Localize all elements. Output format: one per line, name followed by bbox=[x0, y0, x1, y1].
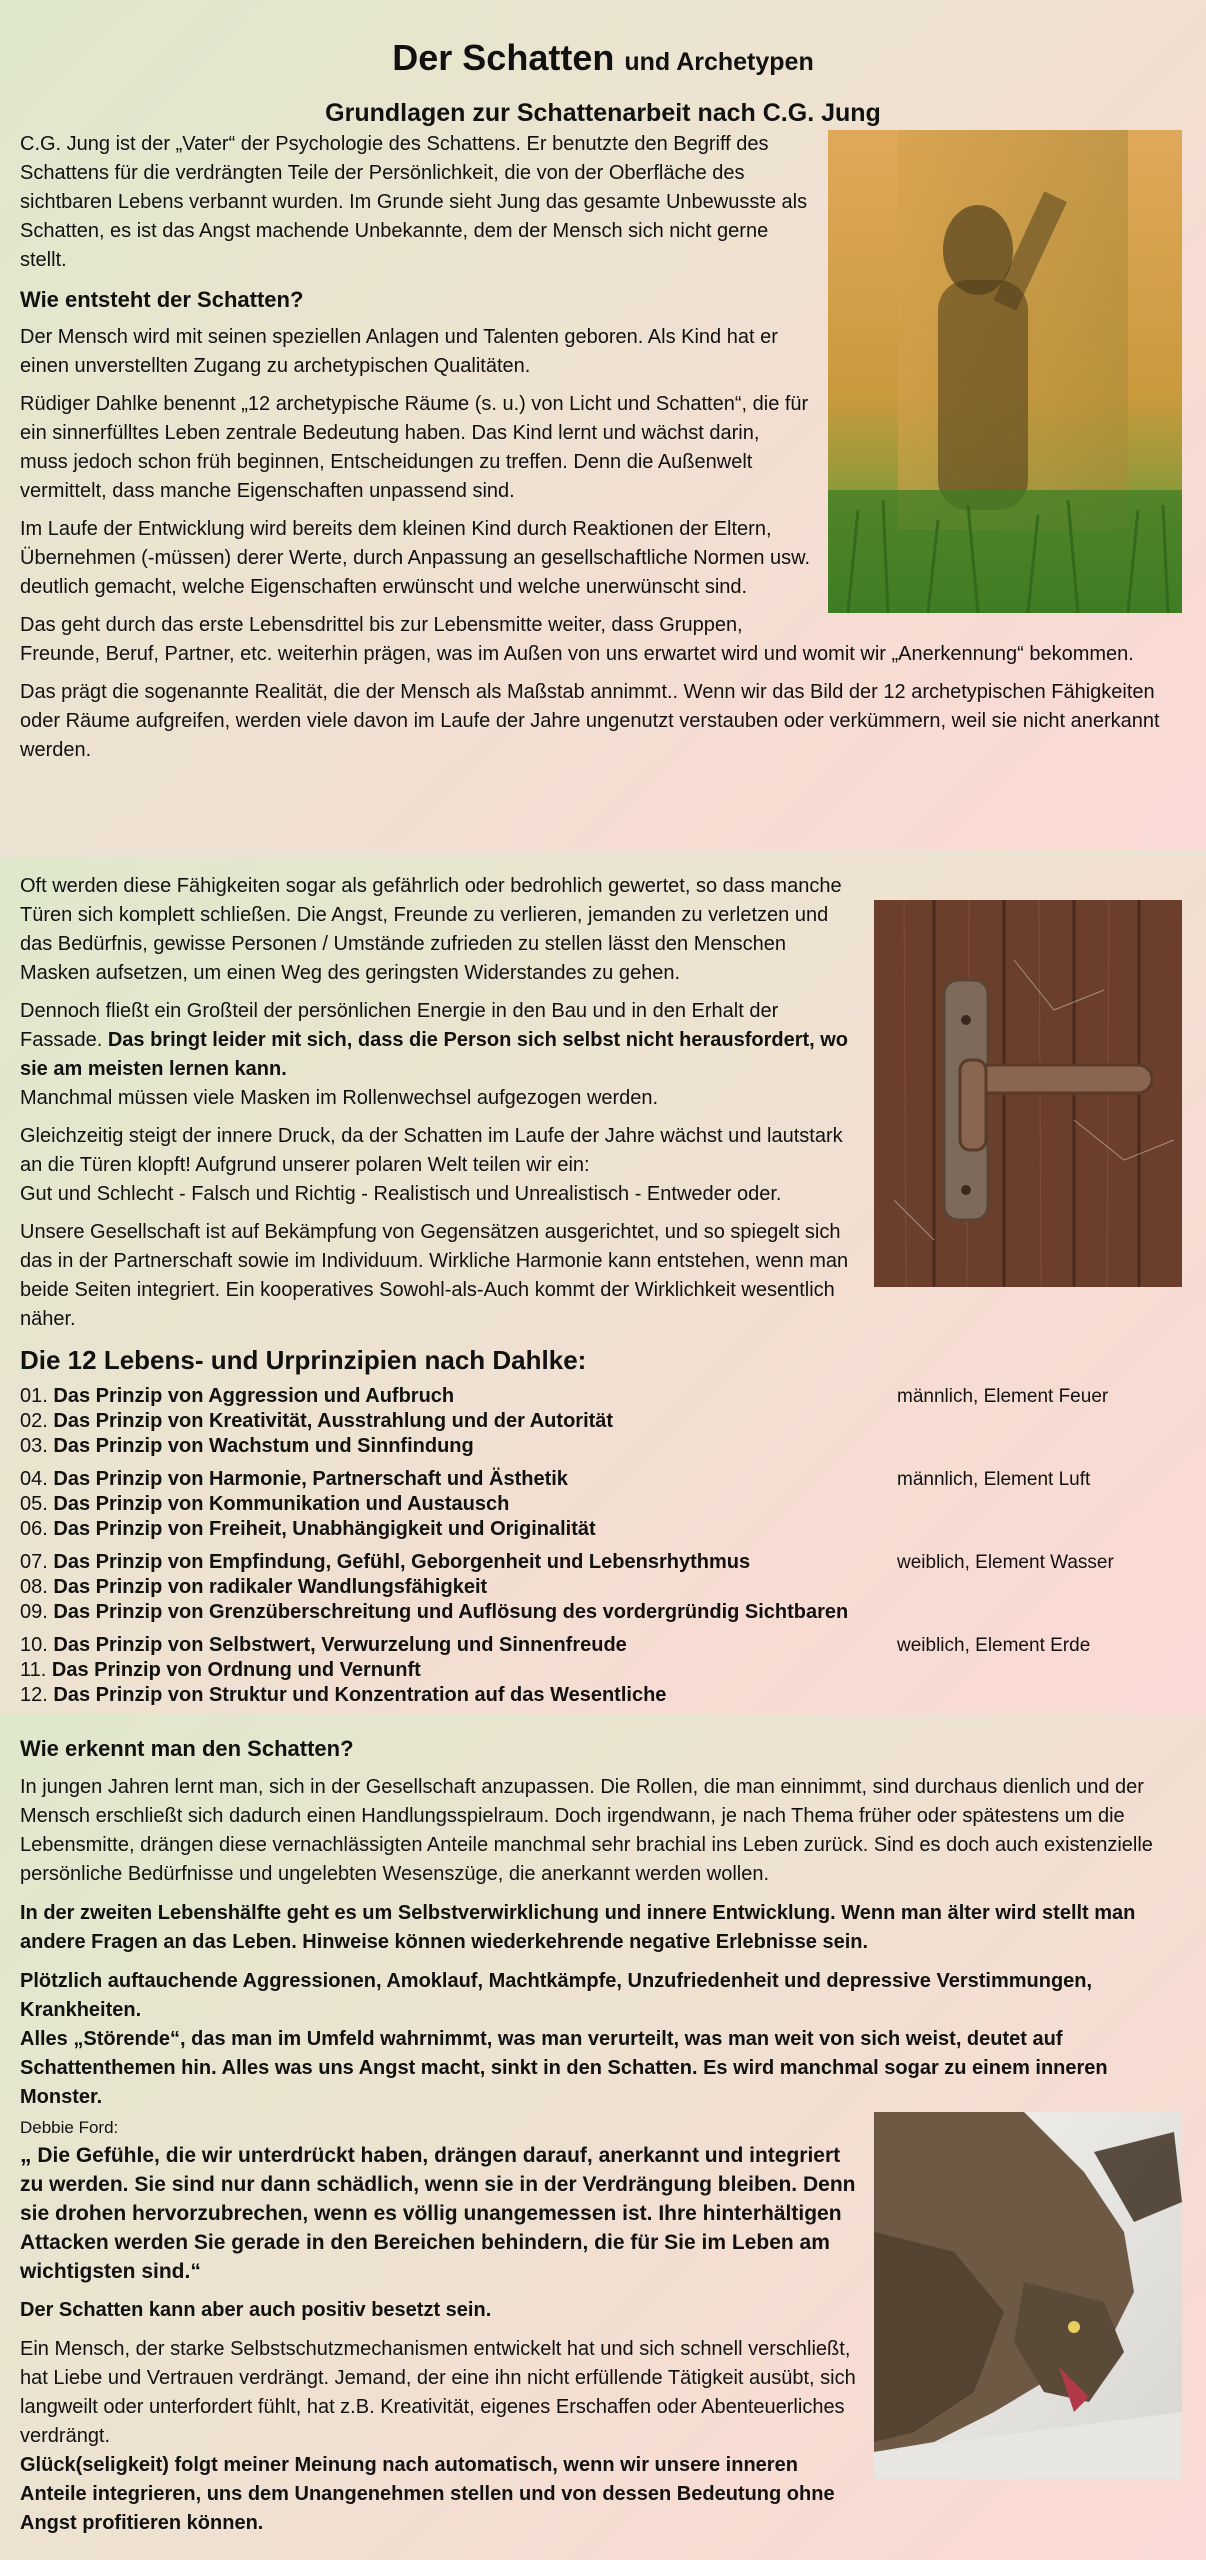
text-span: Plötzlich auftauchende Aggressionen, Amoklauf, Machtkämpfe, Unzufriedenheit und depressive Verstimmungen, Krankheiten. bbox=[20, 1970, 1093, 2021]
text-span: Gut und Schlecht - Falsch und Richtig - Realistisch und Unrealistisch - Entweder oder. bbox=[20, 1183, 782, 1205]
paragraph: Rüdiger Dahlke benennt „12 archetypische Räume (s. u.) von Licht und Schatten“, die für ein sinnerfülltes Leben zentrale Bedeutung haben. Das Kind lernt und wächst darin, muss jedoch schon früh beginnen, Entscheidungen zu treffen. Denn die Außenwelt vermittelt, dass manche Eigenschaften unpassend sind. bbox=[20, 393, 809, 502]
paragraph: Das geht durch das erste Lebensdrittel bis zur Lebensmitte weiter, dass Gruppen, Freunde, Beruf, Partner, etc. weiterhin prägen, was im Außen von uns erwartet wird und womit wir „Anerkennung“ bekommen. bbox=[20, 614, 1134, 665]
principle-item: 01. Das Prinzip von Aggression und Aufbruch männlich, Element Feuer bbox=[20, 1385, 1109, 1407]
dragon-photo bbox=[874, 2112, 1182, 2479]
intro-paragraph: C.G. Jung ist der „Vater“ der Psychologie des Schattens. Er benutzte den Begriff des Schattens für die verdrängten Teile der Persönlichkeit, die von der Oberfläche des sichtbaren Lebens verbannt wurden. Im Grunde sieht Jung das gesamte Unbewusste als Schatten, es ist das Angst machende Unbekannte, dem der Mensch sich nicht gerne stellt. bbox=[20, 133, 808, 271]
quote-text: Die Gefühle, die wir unterdrückt haben, drängen darauf, anerkannt und integriert zu werden. Sie sind nur dann schädlich, wenn sie in der Verdrängung bleiben. Denn sie drohen hervorzubrechen, wenn es völlig unangemessen ist. Ihre hinterhältigen Attacken werden Sie gerade in den Bereichen behindern, die für Sie im Leben am wichtigsten sind.“ bbox=[20, 2144, 856, 2283]
paragraph: Ein Mensch, der starke Selbstschutzmechanismen entwickelt hat und sich schnell verschließt, hat Liebe und Vertrauen verdrängt. Jemand, der eine ihn nicht erfüllende Tätigkeit ausübt, sich langweilt oder unterfordert fühlt, hat z.B. Kreativität, eigenes Erschaffen oder Abenteuerliches verdrängt. bbox=[20, 2338, 856, 2447]
principle-item: 05. Das Prinzip von Kommunikation und Austausch bbox=[20, 1493, 510, 1515]
paragraph-bold bbox=[20, 1967, 1186, 2112]
heading-principles: Die 12 Lebens- und Urprinzipien nach Dahlke: bbox=[20, 1345, 587, 1375]
principles-group bbox=[20, 1633, 1186, 1708]
text-span: Alles „Störende“, das man im Umfeld wahrnimmt, was man verurteilt, was man weit von sich weist, deutet auf Schattenthemen hin. Alles was uns Angst macht, sinkt in den Schatten. Es wird manchmal sogar zu einem inneren Monster. bbox=[20, 2028, 1108, 2108]
paragraph: In jungen Jahren lernt man, sich in der Gesellschaft anzupassen. Die Rollen, die man einnimmt, sind durchaus dienlich und der Mensch erschließt sich dadurch einen Handlungsspielraum. Doch irgendwann, je nach Thema früher oder spätestens um die Lebensmitte, drängen diese vernachlässigten Anteile manchmal sehr brachial ins Leben zurück. Sind es doch auch existenzielle persönliche Bedürfnisse und ungelebten Wesenszüge, die anerkannt werden wollen. bbox=[20, 1776, 1153, 1885]
emphasis-span: Das bringt leider mit sich, dass die Person sich selbst nicht herausfordert, wo sie am meisten lernen kann. bbox=[20, 1029, 849, 1080]
paragraph: Das prägt die sogenannte Realität, die der Mensch als Maßstab annimmt.. Wenn wir das Bild der 12 archetypischen Fähigkeiten oder Räume aufgreifen, werden viele davon im Laufe der Jahre ungenutzt verstauben oder verkümmern, weil sie nicht anerkannt werden. bbox=[20, 681, 1160, 761]
shadow-field-photo bbox=[828, 130, 1182, 613]
title-small: und Archetypen bbox=[624, 48, 814, 76]
section-masks-and-principles bbox=[0, 858, 1206, 1713]
principle-item: 09. Das Prinzip von Grenzüberschreitung und Auflösung des vordergründig Sichtbaren bbox=[20, 1601, 849, 1623]
section-recognizing-shadow bbox=[0, 1713, 1206, 2560]
section-shadow-origin bbox=[0, 0, 1206, 850]
quote-author: Debbie Ford: bbox=[20, 2118, 119, 2137]
text-span: Gleichzeitig steigt der innere Druck, da der Schatten im Laufe der Jahre wächst und lautstark an die Türen klopft! Aufgrund unserer polaren Welt teilen wir ein: bbox=[20, 1125, 843, 1176]
principle-item: 04. Das Prinzip von Harmonie, Partnerschaft und Ästhetik männlich, Element Luft bbox=[20, 1468, 1091, 1490]
heading-recognize-shadow: Wie erkennt man den Schatten? bbox=[20, 1736, 354, 1761]
principle-item: 06. Das Prinzip von Freiheit, Unabhängigkeit und Originalität bbox=[20, 1518, 596, 1540]
paragraph: Oft werden diese Fähigkeiten sogar als gefährlich oder bedrohlich gewertet, so dass manche Türen sich komplett schließen. Die Angst, Freunde zu verlieren, jemanden zu verletzen und das Bedürfnis, gewisse Personen / Umstände zufrieden zu stellen lässt den Menschen Masken aufsetzen, um einen Weg des geringsten Widerstandes zu gehen. bbox=[20, 875, 842, 984]
principles-group bbox=[20, 1467, 1186, 1542]
principle-item: 08. Das Prinzip von radikaler Wandlungsfähigkeit bbox=[20, 1576, 488, 1598]
paragraph-bold: In der zweiten Lebenshälfte geht es um Selbstverwirklichung und innere Entwicklung. Wenn man älter wird stellt man andere Fragen an das Leben. Hinweise können wiederkehrende negative Erlebnisse sein. bbox=[20, 1902, 1136, 1953]
principle-item: 10. Das Prinzip von Selbstwert, Verwurzelung und Sinnenfreude weiblich, Element Erde bbox=[20, 1634, 1091, 1656]
text-span: Dennoch fließt ein Großteil der persönlichen Energie in den Bau und in den Erhalt der Fassade. bbox=[20, 1000, 779, 1051]
principle-item: 11. Das Prinzip von Ordnung und Vernunft bbox=[20, 1659, 421, 1681]
paragraph: Im Laufe der Entwicklung wird bereits dem kleinen Kind durch Reaktionen der Eltern, Übernehmen (-müssen) derer Werte, durch Anpassung an gesellschaftliche Normen usw. deutlich gemacht, welche Eigenschaften erwünscht und welche unerwünscht sind. bbox=[20, 518, 811, 598]
paragraph: Unsere Gesellschaft ist auf Bekämpfung von Gegensätzen ausgerichtet, und so spiegelt sich das in der Partnerschaft sowie im Individuum. Wirkliche Harmonie kann entstehen, wenn man beide Seiten integriert. Ein kooperatives Sowohl-als-Auch kommt der Wirklichkeit wesentlich näher. bbox=[20, 1221, 849, 1330]
title-main: Der Schatten bbox=[392, 37, 615, 78]
paragraph-bold: Der Schatten kann aber auch positiv besetzt sein. bbox=[20, 2299, 492, 2321]
closing-paragraph: Glück(seligkeit) folgt meiner Meinung nach automatisch, wenn wir unsere inneren Anteile integrieren, uns dem Unangenehmen stellen und von dessen Bedeutung ohne Angst profitieren können. bbox=[20, 2454, 835, 2534]
principles-group bbox=[20, 1550, 1186, 1625]
text-span: Manchmal müssen viele Masken im Rollenwechsel aufgezogen werden. bbox=[20, 1087, 659, 1109]
principle-item: 02. Das Prinzip von Kreativität, Ausstrahlung und der Autorität bbox=[20, 1410, 614, 1432]
quote-mark: „ bbox=[20, 2141, 32, 2167]
page-title bbox=[20, 0, 1186, 84]
principle-item: 12. Das Prinzip von Struktur und Konzentration auf das Wesentliche bbox=[20, 1684, 667, 1706]
paragraph: Der Mensch wird mit seinen speziellen Anlagen und Talenten geboren. Als Kind hat er einen unverstellten Zugang zu archetypischen Qualitäten. bbox=[20, 326, 778, 377]
page-subtitle: Grundlagen zur Schattenarbeit nach C.G. Jung bbox=[325, 99, 881, 127]
principles-group bbox=[20, 1384, 1186, 1459]
heading-shadow-origin: Wie entsteht der Schatten? bbox=[20, 287, 304, 312]
principle-item: 07. Das Prinzip von Empfindung, Gefühl, Geborgenheit und Lebensrhythmus weiblich, Element Wasser bbox=[20, 1551, 1114, 1573]
principle-item: 03. Das Prinzip von Wachstum und Sinnfindung bbox=[20, 1435, 474, 1457]
door-handle-photo bbox=[874, 900, 1182, 1287]
